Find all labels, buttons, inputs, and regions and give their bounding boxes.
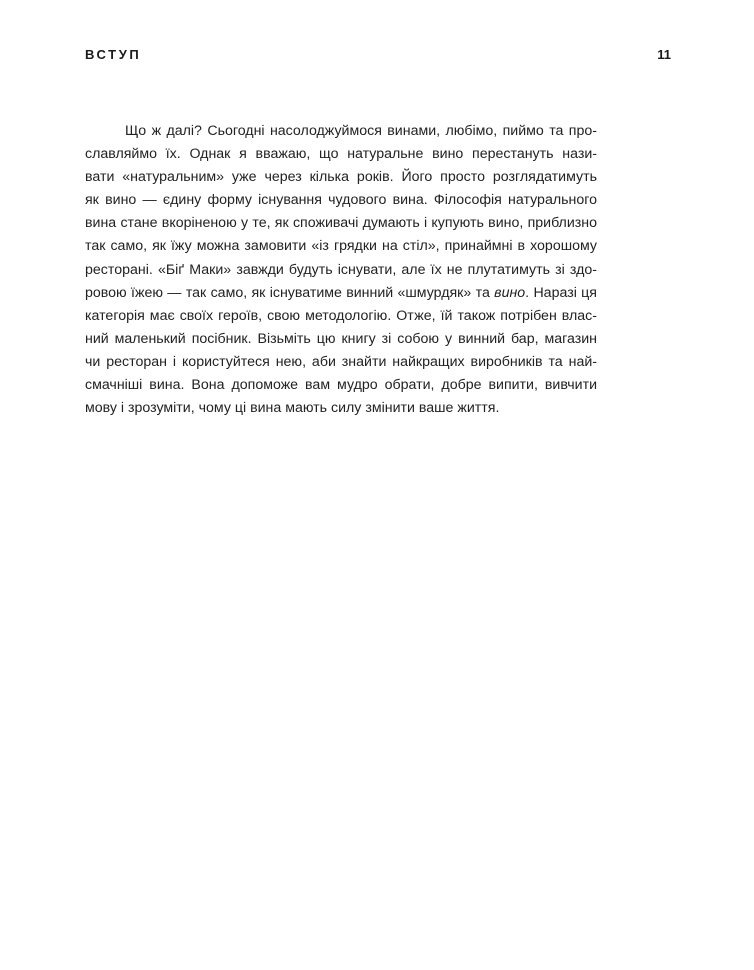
paragraph-line: ресторані. «Біґ Маки» завжди будуть існувати, але їх не плутатимуть зі здо-: [85, 261, 597, 278]
paragraph-line: чи ресторан і користуйтеся нею, аби знайти найкращих виробників та най-: [85, 353, 597, 370]
paragraph-line: смачніші вина. Вона допоможе вам мудро обрати, добре випити, вивчити: [85, 377, 597, 394]
paragraph-line: [85, 282, 597, 305]
body-paragraph: [85, 120, 597, 420]
running-header: [85, 47, 671, 67]
paragraph-line: так само, як їжу можна замовити «із грядки на стіл», принаймні в хорошому: [85, 238, 597, 255]
line-text-after: . Наразі ця: [525, 284, 597, 301]
line-text-before: ровою їжею — так само, як існуватиме винний «шмурдяк» та: [85, 284, 495, 301]
paragraph-line: ний маленький посібник. Візьміть цю книгу зі собою у винний бар, магазин: [85, 330, 597, 347]
paragraph-line: категорія має своїх героїв, свою методологію. Отже, їй також потрібен влас-: [85, 307, 597, 324]
page-number: 11: [657, 47, 671, 62]
paragraph-line: як вино — єдину форму існування чудового вина. Філософія натурального: [85, 192, 597, 209]
paragraph-line: вина стане вкоріненою у те, як споживачі думають і купують вино, приблизно: [85, 215, 597, 232]
paragraph-line: Що ж далі? Сьогодні насолоджуймося винами, любімо, пиймо та про-: [125, 123, 597, 139]
section-title: ВСТУП: [85, 47, 142, 62]
paragraph-line: мову і зрозуміти, чому ці вина мають силу змінити ваше життя.: [85, 400, 500, 417]
paragraph-line: вати «натуральним» уже через кілька років. Його просто розглядатимуть: [85, 169, 597, 186]
italic-word: вино: [494, 284, 526, 301]
paragraph-line: славляймо їх. Однак я вважаю, що натуральне вино перестануть нази-: [85, 146, 597, 163]
